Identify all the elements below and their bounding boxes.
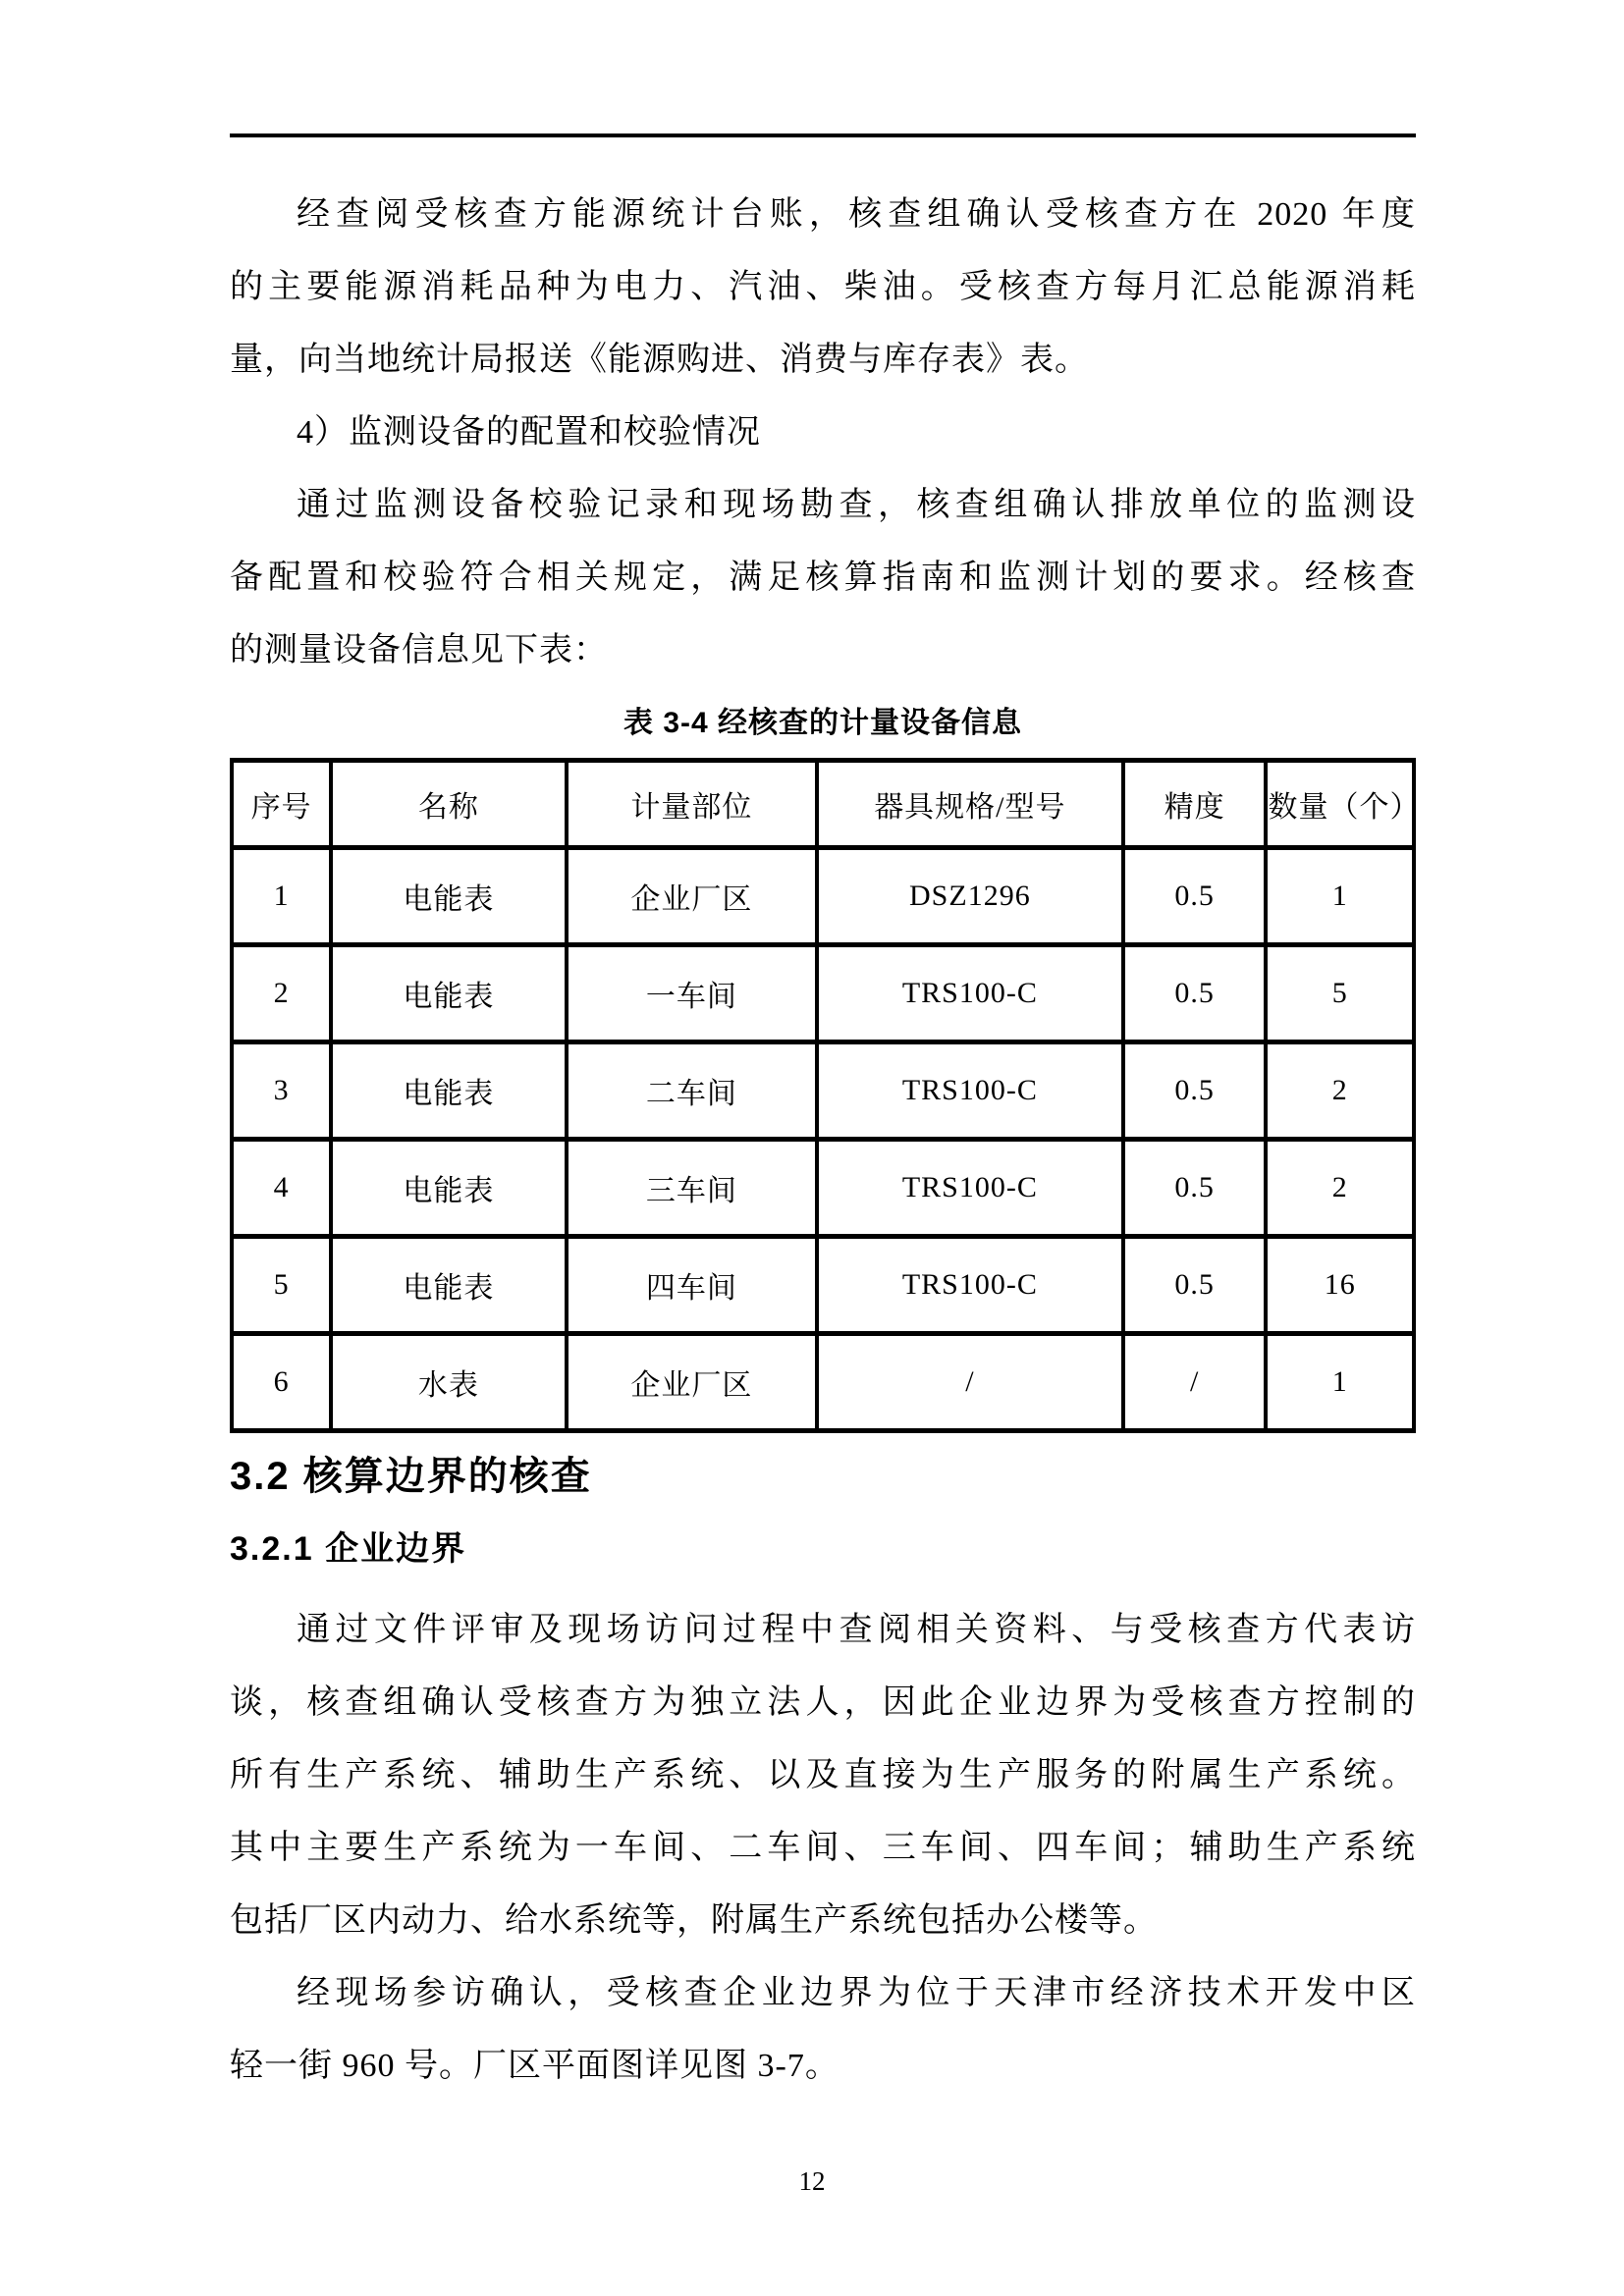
column-header-quantity: 数量（个）: [1266, 761, 1414, 848]
cell-quantity: 1: [1266, 1334, 1414, 1431]
cell-index: 4: [232, 1140, 331, 1237]
text-line: 备配置和校验符合相关规定，满足核算指南和监测计划的要求。经核查: [230, 560, 1416, 596]
column-header-index: 序号: [232, 761, 331, 848]
text-line: 4）监测设备的配置和校验情况: [297, 414, 761, 451]
cell-precision: 0.5: [1123, 1140, 1267, 1237]
column-header-model: 器具规格/型号: [817, 761, 1123, 848]
cell-name: 电能表: [331, 945, 567, 1042]
cell-name: 电能表: [331, 848, 567, 945]
section-heading-3-2: 3.2 核算边界的核查: [230, 1455, 592, 1498]
table-row: [232, 1237, 1414, 1334]
cell-location: 二车间: [567, 1042, 817, 1140]
cell-location: 企业厂区: [567, 1334, 817, 1431]
cell-model: TRS100-C: [817, 945, 1123, 1042]
column-header-name: 名称: [331, 761, 567, 848]
metering-device-table: [230, 758, 1421, 1433]
cell-name: 电能表: [331, 1140, 567, 1237]
cell-model: TRS100-C: [817, 1042, 1123, 1140]
subsection-heading-3-2-1: 3.2.1 企业边界: [230, 1530, 467, 1568]
cell-index: 6: [232, 1334, 331, 1431]
table-caption: 表 3-4 经核查的计量设备信息: [623, 707, 1023, 739]
cell-name: 电能表: [331, 1237, 567, 1334]
cell-name: 水表: [331, 1334, 567, 1431]
cell-location: 四车间: [567, 1237, 817, 1334]
cell-quantity: 16: [1266, 1237, 1414, 1334]
cell-quantity: 2: [1266, 1140, 1414, 1237]
text-line: 量，向当地统计局报送《能源购进、消费与库存表》表。: [230, 342, 1089, 378]
header-rule: [230, 133, 1416, 137]
table-row: [232, 1334, 1414, 1431]
body-text: [230, 179, 1421, 2103]
cell-precision: 0.5: [1123, 848, 1267, 945]
text-line: 的测量设备信息见下表：: [230, 632, 608, 668]
text-line: 经查阅受核查方能源统计台账，核查组确认受核查方在 2020 年度: [297, 196, 1416, 233]
cell-model: TRS100-C: [817, 1140, 1123, 1237]
paragraph-enterprise-boundary: [230, 1594, 1416, 1957]
cell-quantity: 2: [1266, 1042, 1414, 1140]
cell-model: /: [817, 1334, 1123, 1431]
text-line: 其中主要生产系统为一车间、二车间、三车间、四车间；辅助生产系统: [230, 1830, 1416, 1866]
cell-index: 1: [232, 848, 331, 945]
text-line: 谈，核查组确认受核查方为独立法人，因此企业边界为受核查方控制的: [230, 1684, 1416, 1721]
text-line: 通过文件评审及现场访问过程中查阅相关资料、与受核查方代表访: [297, 1612, 1416, 1648]
page-content: [230, 0, 1421, 2103]
paragraph-site-location: [230, 1957, 1416, 2103]
cell-precision: /: [1123, 1334, 1267, 1431]
cell-precision: 0.5: [1123, 1042, 1267, 1140]
table-row: [232, 1140, 1414, 1237]
text-line: 通过监测设备校验记录和现场勘查，核查组确认排放单位的监测设: [297, 487, 1416, 523]
cell-index: 3: [232, 1042, 331, 1140]
text-line: 包括厂区内动力、给水系统等，附属生产系统包括办公楼等。: [230, 1902, 1158, 1939]
text-line: 所有生产系统、辅助生产系统、以及直接为生产服务的附属生产系统。: [230, 1757, 1416, 1793]
cell-name: 电能表: [331, 1042, 567, 1140]
table-header-row: [232, 761, 1414, 848]
paragraph-energy-ledger: [230, 179, 1416, 397]
cell-precision: 0.5: [1123, 945, 1267, 1042]
paragraph-monitoring-devices: [230, 469, 1416, 687]
column-header-location: 计量部位: [567, 761, 817, 848]
cell-quantity: 1: [1266, 848, 1414, 945]
text-line: 的主要能源消耗品种为电力、汽油、柴油。受核查方每月汇总能源消耗: [230, 269, 1416, 305]
cell-quantity: 5: [1266, 945, 1414, 1042]
table-row: [232, 1042, 1414, 1140]
cell-index: 2: [232, 945, 331, 1042]
cell-model: TRS100-C: [817, 1237, 1123, 1334]
cell-model: DSZ1296: [817, 848, 1123, 945]
cell-location: 一车间: [567, 945, 817, 1042]
cell-index: 5: [232, 1237, 331, 1334]
cell-location: 三车间: [567, 1140, 817, 1237]
page-number: 12: [798, 2166, 826, 2196]
cell-location: 企业厂区: [567, 848, 817, 945]
cell-precision: 0.5: [1123, 1237, 1267, 1334]
table-row: [232, 945, 1414, 1042]
table-row: [232, 848, 1414, 945]
text-line: 轻一街 960 号。厂区平面图详见图 3-7。: [230, 2048, 839, 2084]
column-header-precision: 精度: [1123, 761, 1267, 848]
text-line: 经现场参访确认，受核查企业边界为位于天津市经济技术开发中区: [297, 1975, 1416, 2011]
list-item-4-heading: [230, 397, 1416, 469]
